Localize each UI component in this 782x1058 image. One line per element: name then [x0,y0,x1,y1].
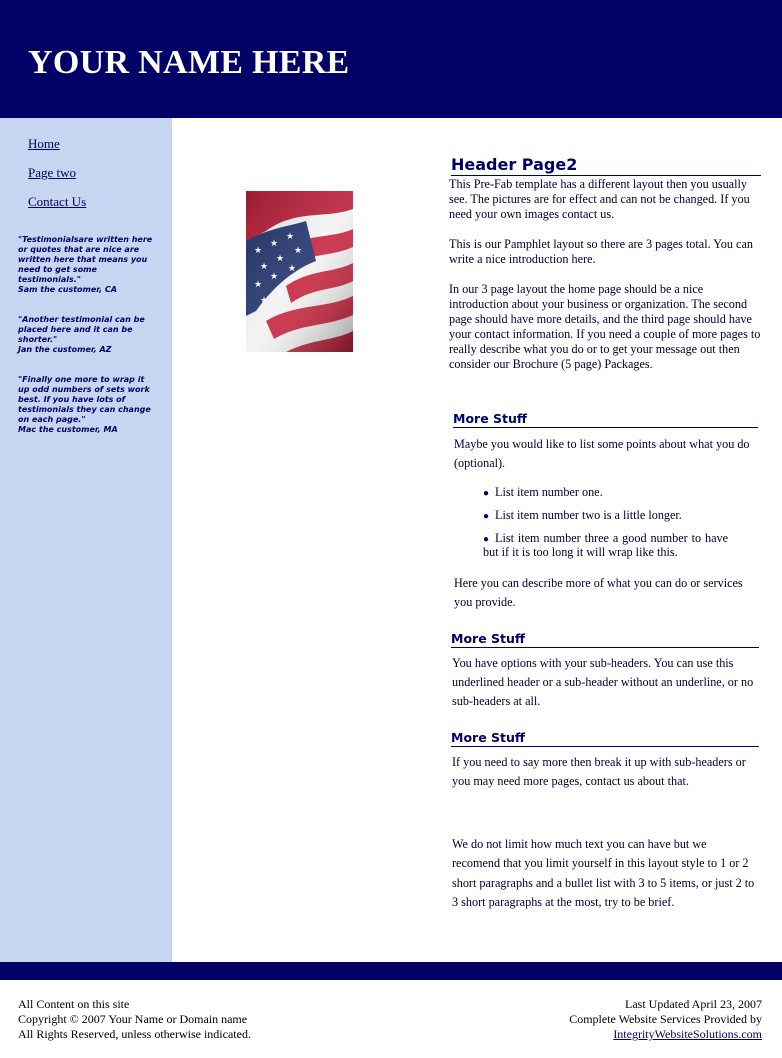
footer-bar [0,962,782,980]
intro-paragraph-3: In our 3 page layout the home page should be a nice introduction about your business or organization. The second page should have more details, and the third page should have your contact information. If you need a couple of more pages to really describe what you do or to get your message out then consider our Brochure (5 page) Packages. [449,282,761,371]
bullet-icon: ● [483,534,490,545]
bullet-icon: ● [483,488,490,499]
page-header: Header Page2 [451,155,761,176]
nav-link-home[interactable]: Home [28,136,60,151]
nav-link-page-two[interactable]: Page two [28,165,77,180]
section-paragraph: Maybe you would like to list some points about what you do (optional). [454,437,750,470]
footer-copyright: All Content on this site Copyright © 2007 Your Name or Domain name All Rights Reserved, unless otherwise indicated. [18,997,251,1041]
testimonial-quote: "Testimonialsare written here or quotes that are nice are written here that means you need to get some testimonials." [18,235,153,284]
sub-header: More Stuff [451,631,759,648]
american-flag-image [246,191,353,352]
list-item: ● List item number one. [483,485,603,499]
testimonial-author: Mac the customer, MA [18,425,118,434]
testimonial [18,235,158,295]
footer-link-integrity[interactable]: IntegrityWebsiteSolutions.com [613,1027,762,1041]
list-item: ● List item number three a good number to have but if it is too long it will wrap like this. [483,531,728,559]
testimonial-author: Jan the customer, AZ [18,345,112,354]
sub-header: More Stuff [453,411,758,428]
list-item: ● List item number two is a little longer. [483,508,682,522]
nav-link-contact-us[interactable]: Contact Us [28,194,87,209]
footer-credits: Last Updated April 23, 2007 Complete Website Services Provided by IntegrityWebsiteSolutions.com [569,997,762,1041]
section-paragraph: If you need to say more then break it up with sub-headers or you may need more pages, contact us about that. [452,755,746,788]
site-title: YOUR NAME HERE [28,44,350,81]
intro-paragraph-1: This Pre-Fab template has a different layout then you usually see. The pictures are for effect and can not be changed. If you need your own images contact us. [449,177,750,221]
testimonial [18,375,158,435]
section-paragraph: You have options with your sub-headers. You can use this underlined header or a sub-header without an underline, or no sub-headers at all. [452,656,754,708]
testimonial-quote: "Finally one more to wrap it up odd numbers of sets work best. If you have lots of testimonials they can change on each page." [18,375,151,424]
testimonial-quote: "Another testimonial can be placed here and it can be shorter." [18,315,145,344]
testimonial-author: Sam the customer, CA [18,285,117,294]
sub-header: More Stuff [451,730,759,747]
intro-paragraph-2: This is our Pamphlet layout so there are 3 pages total. You can write a nice introduction here. [449,237,753,266]
testimonial [18,315,158,355]
site-header [0,0,782,118]
section-paragraph: We do not limit how much text you can have but we recomend that you limit yourself in this layout style to 1 or 2 short paragraphs and a bullet list with 3 to 5 items, or just 2 to 3 short paragraphs at the most, try to be brief. [452,837,755,909]
bullet-icon: ● [483,511,490,522]
section-paragraph: Here you can describe more of what you can do or services you provide. [454,576,743,609]
